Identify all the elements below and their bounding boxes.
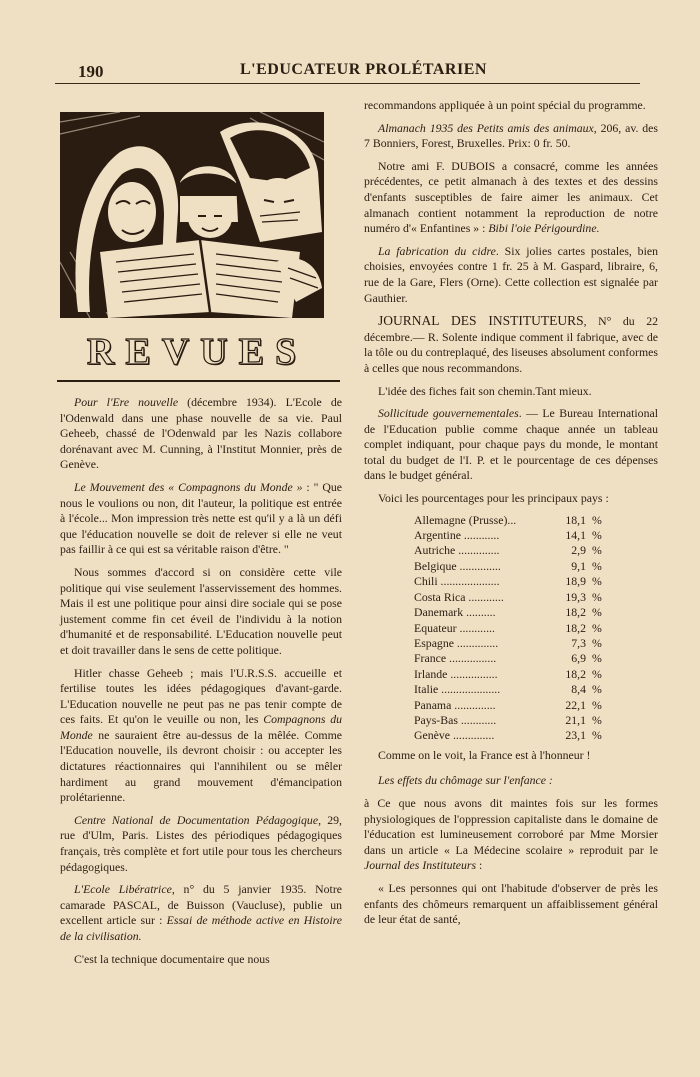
paragraph: Comme on le voit, la France est à l'honneur ! bbox=[378, 747, 591, 762]
table-row bbox=[414, 590, 602, 605]
country-cell: Pays-Bas ............ bbox=[414, 712, 497, 727]
table-row bbox=[414, 543, 602, 558]
country-cell: Panama .............. bbox=[414, 697, 496, 712]
country-cell: Allemagne (Prusse)... bbox=[414, 512, 517, 527]
woodcut-illustration bbox=[60, 112, 324, 318]
paragraph-text: : bbox=[476, 858, 483, 873]
emphasis: Essai de méthode active en Histoire de la civilisation. bbox=[60, 913, 342, 943]
heading-text: Les effets du chômage sur l'enfance : bbox=[378, 773, 553, 788]
section-title-underline bbox=[57, 380, 340, 382]
percentage-cell: 19,3 bbox=[565, 589, 586, 604]
unit-cell: % bbox=[592, 682, 602, 697]
unit-cell: % bbox=[592, 605, 602, 620]
percentage-cell: 22,1 bbox=[565, 697, 586, 712]
table-row bbox=[414, 528, 602, 543]
unit-cell: % bbox=[592, 543, 602, 558]
compagnons-paragraph bbox=[60, 480, 342, 558]
section-title: REVUES bbox=[86, 331, 308, 373]
unit-cell: % bbox=[592, 589, 602, 604]
percentage-cell: 9,1 bbox=[571, 558, 586, 573]
unit-cell: % bbox=[592, 697, 602, 712]
unit-cell: % bbox=[592, 528, 602, 543]
review-ecole-liberatrice bbox=[60, 882, 342, 944]
percentage-cell: 18,2 bbox=[565, 666, 586, 681]
percentage-cell: 18,2 bbox=[565, 620, 586, 635]
table-row bbox=[414, 574, 602, 589]
review-title: L'Ecole Libératrice bbox=[74, 882, 172, 897]
percentage-cell: 14,1 bbox=[565, 528, 586, 543]
paragraph: L'idée des fiches fait son chemin.Tant mieux. bbox=[378, 383, 592, 398]
emphasis: Compagnons du Monde bbox=[60, 712, 343, 742]
review-sollicitude bbox=[364, 406, 658, 484]
review-title: JOURNAL DES INSTITUTEURS bbox=[378, 313, 584, 329]
article-title: Le Mouvement des « Compagnons du Monde » bbox=[74, 479, 303, 494]
review-title: Centre National de Documentation Pédagogique bbox=[74, 812, 319, 827]
emphasis: Journal des Instituteurs bbox=[364, 858, 477, 873]
table-row bbox=[414, 667, 602, 682]
table-row bbox=[414, 636, 602, 651]
review-text: (décembre 1934). L'Ecole de l'Odenwald dans une phase nouvelle de sa vie. Paul Geheeb, chassé de l'Odenwald par les Nazis collabore dorénavant avec M. Cunning, à l'Institut Monnier, près de Genève. bbox=[60, 395, 342, 472]
review-text: , 29, rue d'Ulm, Paris. Listes des périodiques pédagogiques français, très complète et fort utile pour tous les chercheurs pédagogiques. bbox=[60, 812, 343, 874]
dubois-paragraph bbox=[364, 159, 658, 237]
table-row bbox=[414, 513, 602, 528]
percentage-cell: 18,2 bbox=[565, 605, 586, 620]
running-title: L'EDUCATEUR PROLÉTARIEN bbox=[240, 61, 487, 78]
table-row bbox=[414, 605, 602, 620]
paragraph: recommandons appliquée à un point spécial du programme. bbox=[364, 98, 646, 112]
country-cell: Equateur ............ bbox=[414, 620, 495, 635]
review-title: Pour l'Ere nouvelle bbox=[74, 395, 179, 409]
country-cell: Belgique .............. bbox=[414, 558, 501, 573]
percentage-cell: 23,1 bbox=[565, 728, 586, 743]
review-journal-instituteurs bbox=[364, 313, 658, 376]
review-title: Sollicitude gouvernementales bbox=[378, 406, 519, 421]
review-cidre bbox=[364, 244, 658, 306]
paragraph-text: ne sauraient être au-dessus de la mêlée. Comme l'Education nouvelle, ils devront choisir : ou accepter les dictatures réactionnaires qui l'annihilent ou se mêler hardiment au grand mouvement d'émancipation prolétarienne. bbox=[60, 727, 342, 805]
percentage-cell: 6,9 bbox=[571, 651, 586, 666]
unit-cell: % bbox=[592, 620, 602, 635]
review-almanach bbox=[364, 121, 658, 152]
review-text: . — Le Bureau International de l'Education publie comme chaque année un tableau complet indiquant, pour chaque pays du monde, le montant total du budget de l'I. P. et le pourcentage de ces dépenses dans le budget général. bbox=[364, 406, 658, 483]
unit-cell: % bbox=[592, 574, 602, 589]
review-centre-national bbox=[60, 813, 342, 875]
paragraph-text: Hitler chasse Geheeb ; mais l'U.R.S.S. accueille et fertilise toutes les idées pédagogiques d'avant-garde. L'Education nouvelle ne peut pas ne pas tenir compte de ces faits. Et qu'on le veuille ou non, les bbox=[60, 665, 342, 727]
section-heading bbox=[364, 773, 658, 789]
percentage-cell: 21,1 bbox=[565, 712, 586, 727]
unit-cell: % bbox=[592, 651, 602, 666]
table-row bbox=[414, 728, 602, 743]
unit-cell: % bbox=[592, 728, 602, 743]
review-text: , N° du 22 décembre.— R. Solente indique comment il fabrique, avec de la tôle ou du contreplaqué, des liseuses absolument conformes à celles que nous recommandons. bbox=[364, 314, 658, 375]
country-cell: Irlande ................ bbox=[414, 666, 498, 681]
country-cell: France ................ bbox=[414, 651, 497, 666]
paragraph-text: Notre ami F. DUBOIS a consacré, comme les années précédentes, ce petit almanach à des textes et des dessins d'enfants susceptibles de faire aimer les animaux. Cet almanach contient notamment la reproduction de notre numéro d'« Enfantines » : bbox=[364, 158, 658, 236]
percentage-cell: 2,9 bbox=[571, 543, 586, 558]
table-row bbox=[414, 713, 602, 728]
review-ere-nouvelle bbox=[60, 395, 342, 473]
table-row bbox=[414, 621, 602, 636]
emphasis: Bibi l'oie Périgourdine. bbox=[488, 221, 600, 236]
country-cell: Espagne .............. bbox=[414, 635, 499, 650]
hitler-paragraph bbox=[60, 666, 342, 806]
paragraph: Voici les pourcentages pour les principaux pays : bbox=[378, 491, 609, 506]
header-rule bbox=[55, 83, 640, 84]
paragraph: C'est la technique documentaire que nous bbox=[74, 951, 270, 966]
right-column bbox=[364, 98, 658, 935]
paragraph-text: à Ce que nous avons dit maintes fois sur les formes physiologiques de l'oppression capitaliste dans le domaine de l'éducation est lumineusement corroboré par Mme Morsier dans un article « La Médecine scolaire » reproduit par le bbox=[364, 795, 658, 857]
unit-cell: % bbox=[592, 635, 602, 650]
table-row bbox=[414, 698, 602, 713]
page-number: 190 bbox=[78, 62, 104, 81]
percentage-table bbox=[414, 513, 602, 744]
unit-cell: % bbox=[592, 512, 602, 527]
country-cell: Chili .................... bbox=[414, 574, 500, 589]
country-cell: Italie .................... bbox=[414, 682, 501, 697]
review-title: Almanach 1935 des Petits amis des animaux bbox=[378, 120, 594, 135]
unit-cell: % bbox=[592, 712, 602, 727]
country-cell: Genève .............. bbox=[414, 728, 495, 743]
paragraph: « Les personnes qui ont l'habitude d'observer de près les enfants des chômeurs remarquent un affaiblissement général de leur état de santé, bbox=[364, 880, 658, 927]
unit-cell: % bbox=[592, 558, 602, 573]
table-row bbox=[414, 682, 602, 697]
chomage-paragraph bbox=[364, 796, 658, 874]
percentage-cell: 18,9 bbox=[565, 574, 586, 589]
unit-cell: % bbox=[592, 666, 602, 681]
country-cell: Costa Rica ............ bbox=[414, 589, 504, 604]
review-text: . Six jolies cartes postales, bien choisies, envoyées contre 1 fr. 25 à M. Gaspard, libraire, 6, rue de la Gare, Flers (Orne). Cette collection est signalée par Gauthier. bbox=[364, 243, 658, 305]
table-row bbox=[414, 651, 602, 666]
left-column bbox=[60, 395, 342, 974]
review-text: , n° du 5 janvier 1935. Notre camarade PASCAL, de Buisson (Vaucluse), publie un excellent article sur : bbox=[60, 882, 342, 928]
paragraph-text: : " Que nous le voulions ou non, dit l'auteur, la politique est entrée à l'école... Mon impression très nette est qu'il y a là un défi que l'éducation nouvelle se doit de relever si elle ne veut pas faillir à ce qui est sa véritable raison d'être. " bbox=[60, 479, 342, 557]
country-cell: Argentine ............ bbox=[414, 528, 500, 543]
review-text: , 206, av. des 7 Bonniers, Forest, Bruxelles. Prix: 0 fr. 50. bbox=[364, 120, 658, 151]
percentage-cell: 18,1 bbox=[565, 512, 586, 527]
country-cell: Danemark .......... bbox=[414, 605, 496, 620]
percentage-cell: 8,4 bbox=[571, 682, 586, 697]
paragraph: Nous sommes d'accord si on considère cette vile politique qui vise seulement l'asservissement des hommes. Mais il est une politique pour ainsi dire sociale qui se pose justement comme fin cet éveil de l'individu à la notion d'humanité et de responsabilité. L'Education nouvelle peut et doit travailler dans le sens de cette politique. bbox=[60, 564, 342, 657]
review-title: La fabrication du cidre bbox=[378, 243, 496, 258]
table-row bbox=[414, 559, 602, 574]
percentage-cell: 7,3 bbox=[571, 635, 586, 650]
country-cell: Autriche .............. bbox=[414, 543, 500, 558]
